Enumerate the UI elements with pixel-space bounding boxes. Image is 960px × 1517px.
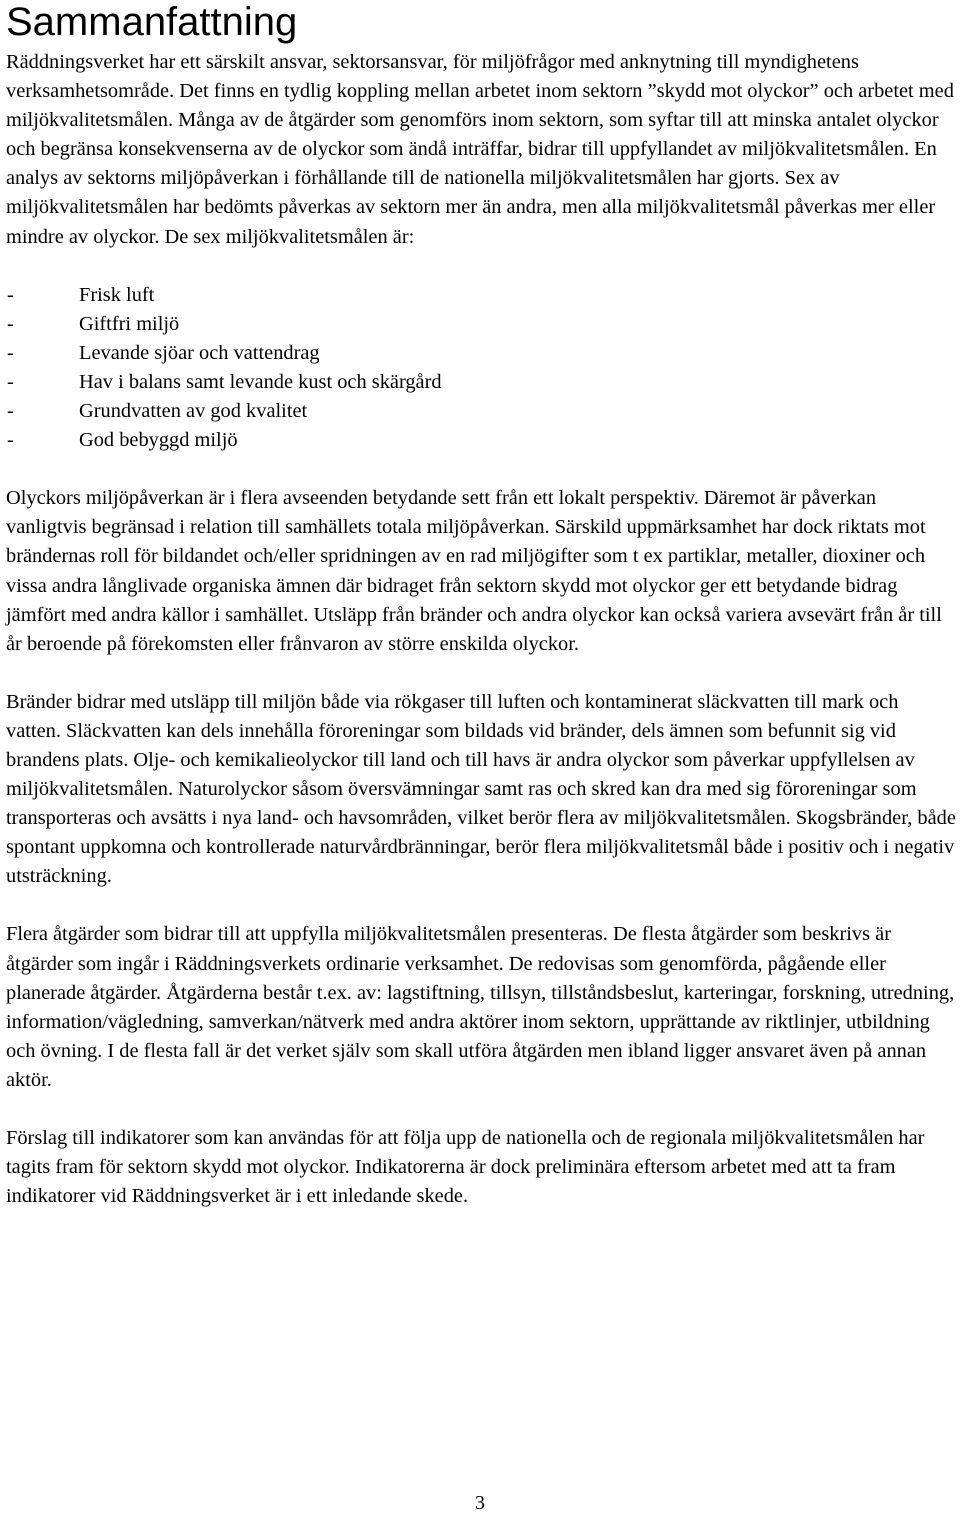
list-item xyxy=(6,426,956,455)
list-item xyxy=(6,368,956,397)
list-item-text: Levande sjöar och vattendrag xyxy=(79,341,320,364)
list-item xyxy=(6,397,956,426)
page-number: 3 xyxy=(475,1492,485,1514)
list-dash: - xyxy=(7,429,14,452)
paragraph-fires: Bränder bidrar med utsläpp till miljön både via rökgaser till luften och kontaminerat släckvatten till mark och vatten. Släckvatten kan dels innehålla föroreningar som bildads vid bränder, dels ämnen som befunnit sig vid brandens plats. Olje- och kemikalieolyckor till land och till havs är andra olyckor som påverkar uppfyllelsen av miljökvalitetsmålen. Naturolyckor såsom översvämningar samt ras och skred kan dra med sig föroreningar som transporteras och avsätts i nya land- och havsområden, vilket berör flera av miljökvalitetsmålen. Skogsbränder, både spontant uppkomna och kontrollerade naturvårdbränningar, berör flera miljökvalitetsmål både i positiv och i negativ utsträckning. xyxy=(6,690,956,888)
spacer xyxy=(6,252,956,281)
document-page xyxy=(6,0,956,1211)
spacer xyxy=(6,891,956,920)
spacer xyxy=(6,659,956,688)
spacer xyxy=(6,455,956,484)
list-item-text: Giftfri miljö xyxy=(79,312,180,335)
list-dash: - xyxy=(7,283,14,306)
page-title: Sammanfattning xyxy=(6,0,298,44)
spacer xyxy=(6,1095,956,1124)
list-dash: - xyxy=(7,312,14,335)
list-item-text: Hav i balans samt levande kust och skärgård xyxy=(79,370,442,393)
paragraph-measures: Flera åtgärder som bidrar till att uppfylla miljökvalitetsmålen presenteras. De flesta åtgärder som beskrivs är åtgärder som ingår i Räddningsverkets ordinarie verksamhet. De redovisas som genomförda, pågående eller planerade åtgärder. Åtgärderna består t.ex. av: lagstiftning, tillsyn, tillståndsbeslut, karteringar, forskning, utredning, information/vägledning, samverkan/nätverk med andra aktörer inom sektorn, upprättande av riktlinjer, utbildning och övning. I de flesta fall är det verket själv som skall utföra åtgärden men ibland ligger ansvaret även på annan aktör. xyxy=(6,923,955,1091)
paragraph-intro: Räddningsverket har ett särskilt ansvar, sektorsansvar, för miljöfrågor med anknytning till myndighetens verksamhetsområde. Det finns en tydlig koppling mellan arbetet inom sektorn ”skydd mot olyckor” och arbetet med miljökvalitetsmålen. Många av de åtgärder som genomförs inom sektorn, som syftar till att minska antalet olyckor och begränsa konsekvenserna av de olyckor som ändå inträffar, bidrar till uppfyllandet av miljökvalitetsmålen. En analys av sektorns miljöpåverkan i förhållande till de nationella miljökvalitetsmålen har gjorts. Sex av miljökvalitetsmålen har bedömts påverkas av sektorn mer än andra, men alla miljökvalitetsmål påverkas mer eller mindre av olyckor. De sex miljökvalitetsmålen är: xyxy=(6,51,954,248)
list-item xyxy=(6,339,956,368)
paragraph-indicators: Förslag till indikatorer som kan användas för att följa upp de nationella och de regionala miljökvalitetsmålen har tagits fram för sektorn skydd mot olyckor. Indikatorerna är dock preliminära eftersom arbetet med att ta fram indikatorer vid Räddningsverket är i ett inledande skede. xyxy=(6,1127,925,1208)
list-dash: - xyxy=(7,341,14,364)
list-dash: - xyxy=(7,400,14,423)
list-item xyxy=(6,281,956,310)
paragraph-impact: Olyckors miljöpåverkan är i flera avseenden betydande sett från ett lokalt perspektiv. Däremot är påverkan vanligtvis begränsad i relation till samhällets totala miljöpåverkan. Särskild uppmärksamhet har dock riktats mot brändernas roll för bildandet och/eller spridningen av en rad miljögifter som t ex partiklar, metaller, dioxiner och vissa andra långlivade organiska ämnen där bidraget från sektorn skydd mot olyckor ger ett betydande bidrag jämfört med andra källor i samhället. Utsläpp från bränder och andra olyckor kan också variera avsevärt från år till år beroende på förekomsten eller frånvaron av större enskilda olyckor. xyxy=(6,487,942,655)
list-item-text: Frisk luft xyxy=(79,283,155,306)
list-item xyxy=(6,310,956,339)
list-item-text: Grundvatten av god kvalitet xyxy=(79,400,308,423)
list-item-text: God bebyggd miljö xyxy=(79,429,238,452)
environmental-goals-list xyxy=(6,281,956,456)
list-dash: - xyxy=(7,370,14,393)
